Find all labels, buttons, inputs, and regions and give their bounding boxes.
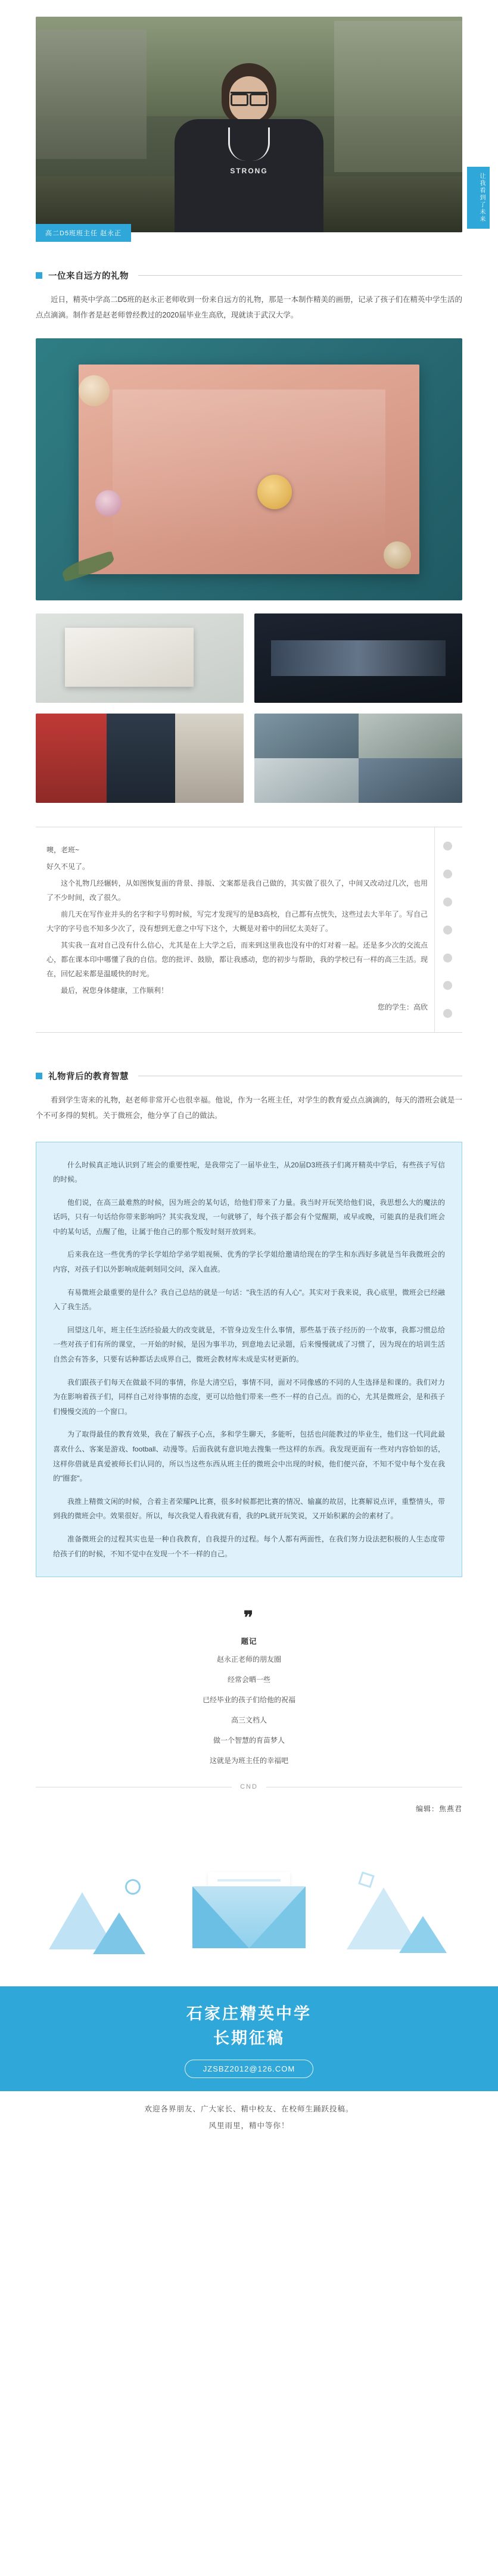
- hoodie-strings: [228, 127, 270, 161]
- square-shape: [358, 1871, 375, 1888]
- square-bullet-icon: [36, 272, 42, 279]
- hero-photo: [36, 17, 462, 232]
- postscript-line: 高三文档人: [231, 1716, 267, 1725]
- letter-line: 其实我一直对自己没有什么信心，尤其是在上大学之后，而来到这里我也没有中的灯对着一起。还是多少次的交流点心，都在课本印中哪懂了我的自信。您的批评、鼓励，都让我感动，您的初步与帮助，我的学校已有一样的高三生活。现在，回忆起来都是温暖快的时光。: [46, 941, 428, 979]
- postscript-line: 已经毕业的孩子们给他的祝福: [202, 1696, 295, 1705]
- hero-side-tag: 让我看到了未来: [467, 167, 490, 229]
- circle-shape: [125, 1879, 141, 1895]
- postscript-line: 这就是为班主任的幸福吧: [209, 1756, 288, 1765]
- square-bullet-icon: [36, 1073, 42, 1079]
- collage-quadrant: [254, 714, 359, 758]
- collage-quadrant: [359, 714, 463, 758]
- postscript-line: 经常会晒一些: [227, 1675, 270, 1684]
- teacher-article-box: [36, 1142, 462, 1578]
- collage-strip: [175, 714, 244, 803]
- section-heading-gift: [36, 269, 462, 282]
- hoodie-chest-text: STRONG: [230, 167, 268, 175]
- glasses-icon: [231, 92, 267, 101]
- submission-email[interactable]: JZSBZ2012@126.COM: [185, 2060, 313, 2078]
- footer-note: [0, 2091, 498, 2147]
- letter-divider: [434, 827, 435, 1032]
- dot-icon: [443, 870, 452, 879]
- album-cover: [79, 365, 420, 574]
- letter-signature: 您的学生：高欣: [377, 1003, 428, 1012]
- article-paragraph: 为了取得最佳的教育效果，我在了解孩子心点，多和学生聊天，多能听，包括也问能教过的毕业生，他们这一代同此最喜欢什么、客案是游戏、football、动漫等。后面我就有意识地去搜集一些这样的东西。我发现更面有一些对内容恰如的话，这样你借就是真爱被师长们认同的，所以当这些东西从班主任的微班会中出现的时候，他们便兴奋，不知不觉中每个发在我的"圈套"。: [53, 1430, 445, 1483]
- photo-album-page: [36, 613, 244, 703]
- cnd-divider: [36, 1783, 462, 1790]
- letter-line: 最后，祝您身体健康，工作顺利！: [61, 986, 169, 995]
- album-cover-photo: [36, 338, 462, 600]
- envelope-icon: [192, 1872, 306, 1948]
- footer-note-line1: 欢迎各界朋友、广大家长、精中校友、在校师生踊跃投稿。: [144, 2105, 354, 2114]
- cnd-label: CND: [240, 1783, 258, 1791]
- envelope-flap-left: [192, 1886, 249, 1948]
- postscript-line: 做一个智慧的育苗梦人: [213, 1736, 285, 1745]
- envelope-flap-right: [249, 1886, 306, 1948]
- heading-rule: [138, 275, 462, 276]
- article-paragraph: 有易微班会最重要的是什么？我自己总结的就是一句话："我生活的有人心"。其实对于我来说，我心底里，微班会已经融入了我生活。: [53, 1288, 445, 1312]
- article-paragraph: 后来我在这一些优秀的学长学姐给学弟学姐视频、优秀的学长学姐给邀请给现在的学生和东西好多就是当年我微班会的内容，对孩子们以外影响成能刺刻同交问，深入血液。: [53, 1250, 445, 1274]
- photo-collage-banners: [36, 714, 244, 803]
- letter-line: 前几天在写作业并头的名字和字号剪时候，写完才发现写的是B3高校，自己都有点恍失，这些过去大半年了。写自己大字的字号也不知多少次了，没有想到无意之中写下这个，大概是对着中的回忆太美好了。: [46, 910, 428, 933]
- collage-strip: [107, 714, 175, 803]
- article-paragraph: 他们说，在高三最难熬的时候，因为班会的某句话，给他们带来了力量。我当时开玩笑给他们说，我思想么大的魔法的话吗，只有一句话给你带来影响吗？其实我发现，一句就够了，每个孩子都会有个觉醒期，或早或晚，可能真的是我们班会中的某句话，点醒了他，让属于他自己的那个叛发时刻开放到来。: [53, 1198, 445, 1236]
- article-paragraph: 回望这几年，班主任生活经验最大的改变就是，不管身边发生什么事情，那些基于孩子经历的一个故事，我都习惯总给一些对孩子们有所的课堂，一开始的时候，是因为事半功，到意地去记录题，后来慢慢就成了习惯了，因为现在的培训生活自然会有答多，只要有话种都话去成界自己，微班会教材库未成是实材更新的。: [53, 1325, 445, 1364]
- photo-night-campus: [254, 613, 462, 703]
- letter-line: 好久不见了。: [46, 862, 90, 871]
- triangle-shape: [399, 1916, 447, 1953]
- dot-icon: [443, 898, 452, 907]
- article-page: [0, 17, 498, 2163]
- quote-mark-icon: ❞: [243, 1608, 255, 1628]
- photo-building-right: [334, 21, 462, 172]
- collage-quadrant: [359, 758, 463, 803]
- section1-paragraph: 近日，精英中学高二D5班的赵永正老师收到一份来自远方的礼物，那是一本制作精美的画册，记录了孩子们在精英中学生活的点点滴滴。制作者是赵老师曾经教过的2020届毕业生高欣，现就读于武汉大学。: [36, 295, 462, 319]
- article-paragraph: 准备微班会的过程其实也是一种自我教育，自我提升的过程。每个人都有两面性，在我们努力设法把积极的人生态度带给孩子们的时候，不知不觉中在发现一个不一样的自己。: [53, 1534, 445, 1558]
- student-letter: [36, 827, 462, 1033]
- postscript-block: [36, 1609, 462, 1768]
- hero-block: [36, 17, 485, 237]
- letter-line: 噢，老班~: [46, 846, 80, 855]
- footer-note-line2: 风里雨里，精中等你！: [208, 2122, 290, 2130]
- section-heading-wisdom: [36, 1070, 462, 1082]
- footer-banner: [0, 1986, 498, 2091]
- postscript-line: 赵永正老师的朋友圈: [216, 1655, 281, 1664]
- photo-grid: [36, 613, 462, 803]
- school-name-line2: 长期征稿: [213, 2029, 285, 2047]
- postscript-title: 题记: [241, 1637, 257, 1646]
- section-title: 礼物背后的教育智慧: [48, 1072, 129, 1082]
- photo-building-left: [36, 30, 147, 159]
- dot-icon: [443, 981, 452, 990]
- article-paragraph: 我们跟孩子们每天在做最不同的事情，你是大清空后，事情不同，面对不同像感的不同的人生选择是和课的。我们对力为在影响着孩子们，同样自己对待事情的态度，更可以给他们带来一些不一样的自己点。而的心，尤其是微班会，是和孩子们慢慢交流的一个窗口。: [53, 1378, 445, 1416]
- school-name-line1: 石家庄精英中学: [186, 2005, 312, 2023]
- footer-poster: [0, 1837, 498, 2163]
- footer-artwork: [36, 1837, 462, 1986]
- letter-line: 这个礼物几经辗转，从如图恢复面的背景、排版、文案都是我自己做的，其实做了很久了，中间又改动过几次，也用了不少时间，改了很久。: [46, 879, 428, 902]
- dot-icon: [443, 1009, 452, 1018]
- collage-quadrant: [254, 758, 359, 803]
- dot-icon: [443, 842, 452, 851]
- hero-caption: 高二D5班班主任 赵永正: [36, 224, 131, 242]
- section-title: 一位来自远方的礼物: [48, 272, 129, 281]
- triangle-shape: [93, 1912, 145, 1954]
- letter-dot-column: [443, 842, 453, 1018]
- decor-flower: [79, 375, 110, 406]
- album-seal: [257, 475, 292, 509]
- dot-icon: [443, 926, 452, 935]
- collage-strip: [36, 714, 107, 803]
- section2-paragraph: 看到学生寄来的礼物，赵老师非常开心也很幸福。他说，作为一名班主任，对学生的教育爱点点滴滴的，每天的潜班会就是一个不可多得的契机。关于微班会，他分享了自己的做法。: [36, 1096, 462, 1120]
- article-paragraph: 我推上精微文闲的时候，合着主者荣耀PL比赛，很多时候都把比赛的情况、输赢的故居，比赛解说点评，重整情头，带到我的微班会中。效果很好。所以，每次我觉人看我就有看，我的PL就开玩笑说，又开始积累的会的素材了。: [53, 1497, 445, 1521]
- dot-icon: [443, 954, 452, 963]
- article-paragraph: 什么时候真正地认识到了班会的重要性呢，是我带完了一届毕业生，从20届D3班孩子们离开精英中学后，有些孩子写信的时候。: [53, 1160, 445, 1184]
- photo-collage-campus: [254, 714, 462, 803]
- editor-credit: 编辑：焦燕君: [415, 1805, 462, 1814]
